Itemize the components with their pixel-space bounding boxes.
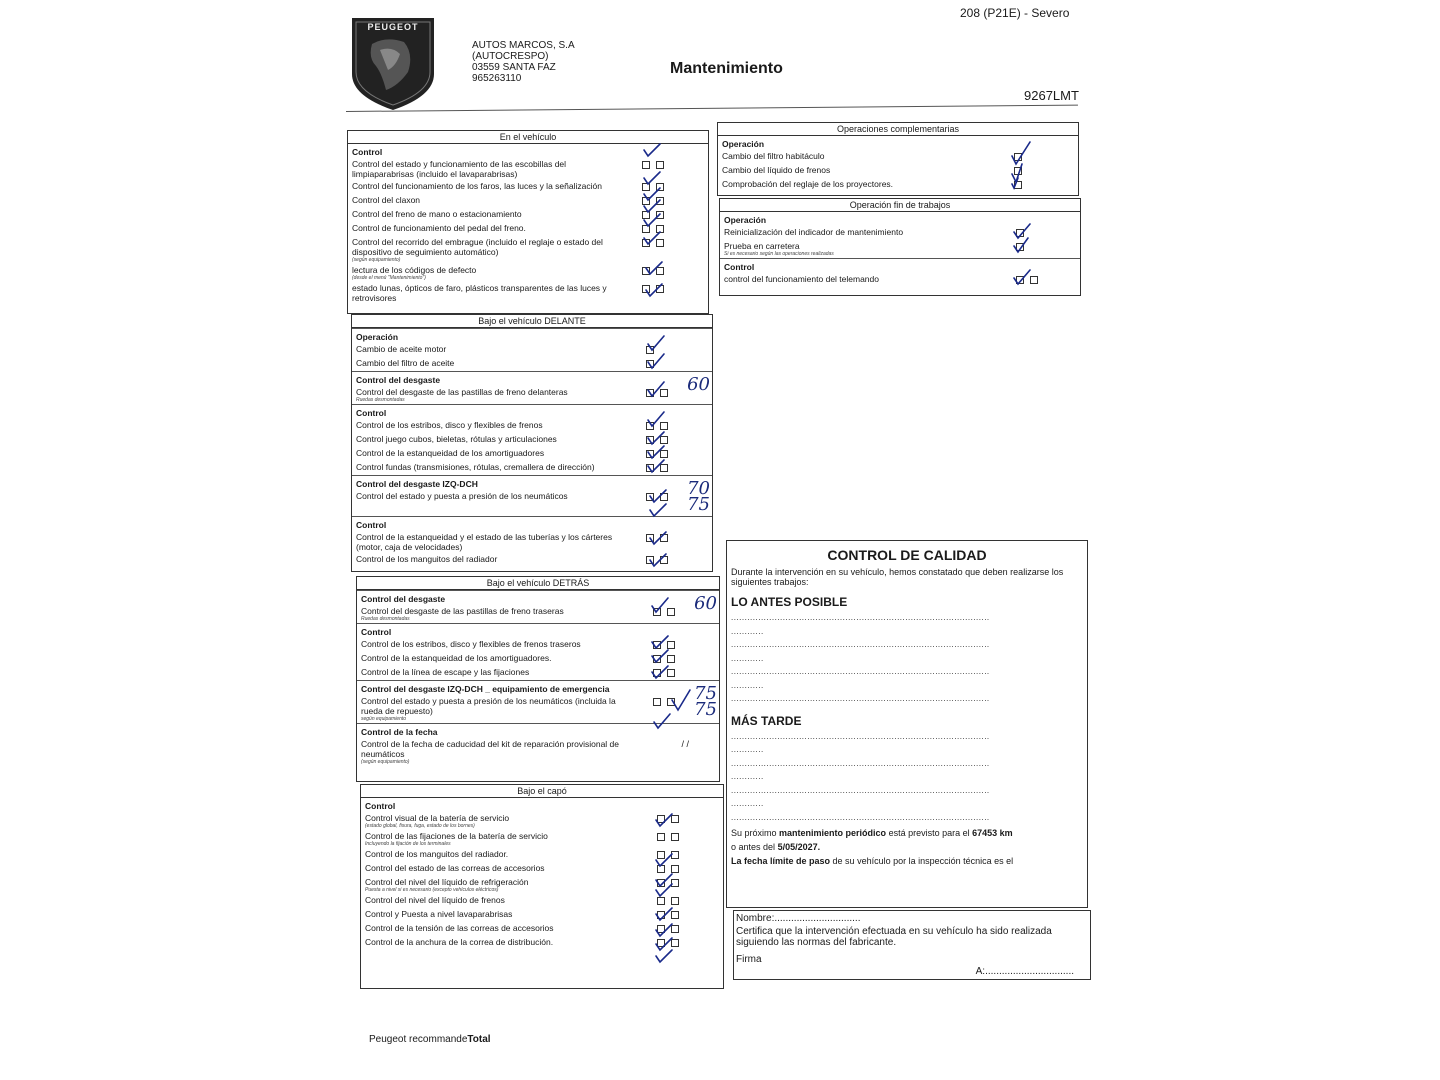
ok-checkbox[interactable] [657, 911, 665, 919]
certification-text: Certifica que la intervención efectuada en su vehículo ha sido realizada siguiendo las normas del fabricante. [736, 926, 1052, 948]
check-row: Control de los estribos, disco y flexibles de frenos traseros [357, 638, 719, 652]
check-row: Cambio de aceite motor [352, 343, 712, 357]
ko-checkbox[interactable] [671, 925, 679, 933]
dealer-city: 03559 SANTA FAZ [472, 62, 556, 73]
ko-checkbox[interactable] [656, 161, 664, 169]
ok-checkbox[interactable] [653, 669, 661, 677]
ok-checkbox[interactable] [657, 833, 665, 841]
next-service-km: 67453 km [972, 828, 1013, 838]
check-row: Control de la estanqueidad y el estado de las tuberías y los cárteres (motor, caja de velocidades) [352, 531, 712, 553]
section-complementarias [717, 122, 1079, 196]
check-row: Reinicialización del indicador de mantenimiento [720, 226, 1080, 240]
ko-checkbox[interactable] [656, 197, 664, 205]
check-row: Control de la estanqueidad de los amortiguadores [352, 447, 712, 461]
later-lines[interactable]: ............................................................................................... ............ ............................................................................................... ............ ............................................................................................... ............ ............................................................................................... [731, 731, 990, 822]
wear-percent: 60 [687, 374, 710, 395]
group-label: Operación [724, 215, 767, 225]
ko-checkbox[interactable] [656, 211, 664, 219]
check-row: Prueba en carretera Si es necesario según las operaciones realizadas [720, 240, 1080, 258]
dealer-address [472, 40, 575, 84]
group-operacion [352, 328, 712, 371]
ko-checkbox[interactable] [656, 239, 664, 247]
group-label: Control [356, 408, 387, 418]
ok-checkbox[interactable] [1016, 276, 1024, 284]
ok-checkbox[interactable] [646, 534, 654, 542]
group-control [720, 258, 1080, 287]
ok-checkbox[interactable] [646, 389, 654, 397]
section-capo [360, 784, 724, 989]
ko-checkbox[interactable] [671, 833, 679, 841]
check-row: Control del nivel del líquido de refrigeración Puesta a nivel si es necesario (excepto vehículos eléctricos) [361, 876, 723, 894]
check-row: estado lunas, ópticos de faro, plásticos transparentes de las luces y retrovisores [348, 282, 708, 304]
check-row: Control del estado y funcionamiento de las escobillas del limpiaparabrisas (incluido el lavaparabrisas) [348, 158, 708, 180]
ko-checkbox[interactable] [667, 641, 675, 649]
wear-percent: 60 [694, 593, 717, 614]
ko-checkbox[interactable] [660, 422, 668, 430]
group-desgaste [357, 590, 719, 623]
ok-checkbox[interactable] [1016, 229, 1024, 237]
group-label: Operación [722, 139, 765, 149]
signature-label: Firma [736, 954, 762, 965]
check-row: Cambio del filtro habitáculo [718, 150, 1078, 164]
ok-checkbox[interactable] [1014, 153, 1022, 161]
ko-checkbox[interactable] [660, 493, 668, 501]
section-en-vehiculo [347, 130, 709, 314]
ko-checkbox[interactable] [660, 464, 668, 472]
quality-control-box [726, 540, 1088, 908]
ko-checkbox[interactable] [671, 911, 679, 919]
ko-checkbox[interactable] [656, 267, 664, 275]
ok-checkbox[interactable] [657, 865, 665, 873]
check-row: Control del funcionamiento de los faros, las luces y la señalización [348, 180, 708, 194]
group-control [352, 404, 712, 475]
group-label: Operación [356, 332, 399, 342]
ko-checkbox[interactable] [667, 608, 675, 616]
ok-checkbox[interactable] [646, 436, 654, 444]
tire-left-percent: 70 [687, 478, 710, 499]
section-detras [356, 576, 720, 782]
next-service-date: o antes del 5/05/2027. [731, 842, 821, 852]
check-row: control del funcionamiento del telemando [720, 273, 1080, 287]
dealer-phone: 965263110 [472, 73, 522, 84]
section-delante [351, 314, 713, 572]
quality-title: CONTROL DE CALIDAD [827, 547, 987, 563]
tire-left-percent: 75 [694, 683, 717, 704]
check-row: Control de la fecha de caducidad del kit de reparación provisional de neumáticos (según equipamiento) / / [361, 739, 689, 765]
ok-checkbox[interactable] [657, 851, 665, 859]
section-title: Bajo el capó [361, 785, 723, 798]
check-row: Control del estado y puesta a presión de los neumáticos 70 75 [356, 478, 710, 515]
check-row: Control de la tensión de las correas de accesorios [361, 922, 723, 936]
signature-box [733, 910, 1091, 980]
check-row: Control del estado y puesta a presión de los neumáticos (incluida la rueda de repuesto) según equipamiento 75 75 [361, 683, 717, 722]
ko-checkbox[interactable] [660, 450, 668, 458]
asap-heading: LO ANTES POSIBLE [731, 595, 848, 609]
ok-checkbox[interactable] [642, 285, 650, 293]
itv-deadline: La fecha límite de paso de su vehículo por la inspección técnica es el [731, 856, 1014, 866]
ok-checkbox[interactable] [642, 225, 650, 233]
ok-checkbox[interactable] [646, 360, 654, 368]
check-row: Control del freno de mano o estacionamiento [348, 208, 708, 222]
ko-checkbox[interactable] [671, 851, 679, 859]
ko-checkbox[interactable] [671, 939, 679, 947]
ok-checkbox[interactable] [653, 641, 661, 649]
group-label: Control [365, 801, 396, 811]
dealer-subname: (AUTOCRESPO) [472, 51, 549, 62]
group-label: Control [724, 262, 755, 272]
check-row: Control visual de la batería de servicio (estado global, fisura, fuga, estado de los bornes) [361, 812, 723, 830]
ok-checkbox[interactable] [646, 556, 654, 564]
ko-checkbox[interactable] [660, 534, 668, 542]
section-fin-trabajos [719, 198, 1081, 296]
group-desgaste-izq-dch [352, 475, 712, 516]
ko-checkbox[interactable] [656, 183, 664, 191]
ok-checkbox[interactable] [642, 239, 650, 247]
group-label: Control [356, 520, 387, 530]
next-service: Su próximo mantenimiento periódico está previsto para el 67453 km [731, 828, 1013, 838]
ko-checkbox[interactable] [660, 556, 668, 564]
section-title: En el vehículo [348, 131, 708, 144]
group-label: Control del desgaste IZQ-DCH [356, 479, 478, 489]
ok-checkbox[interactable] [657, 897, 665, 905]
group-control [357, 623, 719, 680]
peugeot-logo [348, 14, 438, 112]
ko-checkbox[interactable] [667, 698, 675, 706]
group-label: Control [352, 147, 383, 157]
check-row: Control de funcionamiento del pedal del freno. [348, 222, 708, 236]
ko-checkbox[interactable] [660, 436, 668, 444]
ko-checkbox[interactable] [656, 285, 664, 293]
ok-checkbox[interactable] [642, 183, 650, 191]
place-field[interactable]: A:................................ [975, 966, 1074, 977]
header-divider [346, 105, 1078, 112]
tire-right-percent: 75 [687, 494, 710, 515]
ok-checkbox[interactable] [642, 211, 650, 219]
group-desgaste-izq-dch [357, 680, 719, 723]
check-row: Control y Puesta a nivel lavaparabrisas [361, 908, 723, 922]
ok-checkbox[interactable] [657, 879, 665, 887]
ok-checkbox[interactable] [653, 698, 661, 706]
ok-checkbox[interactable] [653, 608, 661, 616]
check-row: Control juego cubos, bieletas, rótulas y articulaciones [352, 433, 712, 447]
ok-checkbox[interactable] [653, 655, 661, 663]
ko-checkbox[interactable] [1030, 276, 1038, 284]
ko-checkbox[interactable] [671, 879, 679, 887]
check-row: Control del nivel del líquido de frenos [361, 894, 723, 908]
ok-checkbox[interactable] [1014, 181, 1022, 189]
ko-checkbox[interactable] [660, 389, 668, 397]
quality-intro: Durante la intervención en su vehículo, hemos constatado que deben realizarse los siguientes trabajos: [731, 567, 1064, 587]
group-control-2 [352, 516, 712, 567]
ok-checkbox[interactable] [642, 197, 650, 205]
check-row: Control de la línea de escape y las fijaciones [357, 666, 719, 680]
check-row: Control de las fijaciones de la batería de servicio Incluyendo la fijación de los terminales [361, 830, 723, 848]
check-row: Control de los manguitos del radiador [352, 553, 712, 567]
expiry-date: / / [681, 739, 689, 749]
check-row: Control del recorrido del embrague (incluido el reglaje o estado del dispositivo de seguimiento automático) (según equipamiento) [348, 236, 708, 264]
ko-checkbox[interactable] [667, 655, 675, 663]
check-row: Control del desgaste de las pastillas de freno delanteras Ruedas desmontadas 60 [356, 374, 710, 403]
ok-checkbox[interactable] [657, 815, 665, 823]
ko-checkbox[interactable] [656, 225, 664, 233]
group-fecha [357, 723, 719, 766]
dealer-name: AUTOS MARCOS, S.A [472, 40, 575, 51]
group-label: Control de la fecha [361, 727, 438, 737]
tire-right-percent: 75 [694, 699, 717, 720]
group-label: Control del desgaste [361, 594, 446, 604]
brand-wordmark: PEUGEOT [367, 22, 419, 32]
check-row: Cambio del líquido de frenos [718, 164, 1078, 178]
group-label: Control del desgaste IZQ-DCH _ equipamiento de emergencia [361, 684, 610, 694]
ok-checkbox[interactable] [646, 464, 654, 472]
check-row: Control de los manguitos del radiador. [361, 848, 723, 862]
group-desgaste [352, 371, 712, 404]
ko-checkbox[interactable] [671, 865, 679, 873]
check-row: Cambio del filtro de aceite [352, 357, 712, 371]
ko-checkbox[interactable] [667, 669, 675, 677]
section-title: Bajo el vehículo DELANTE [352, 315, 712, 328]
check-row: Control de los estribos, disco y flexibles de frenos [352, 419, 712, 433]
license-plate: 9267LMT [1024, 88, 1079, 103]
check-row: Control del claxon [348, 194, 708, 208]
check-row: lectura de los códigos de defecto (desde el menú "Mantenimiento") [348, 264, 708, 282]
name-field[interactable]: Nombre:............................... [736, 913, 861, 924]
ok-checkbox[interactable] [646, 422, 654, 430]
asap-lines[interactable]: ............................................................................................... ............ ............................................................................................... ............ ............................................................................................... ............ ............................................................................................... [731, 613, 990, 703]
check-row: Comprobación del reglaje de los proyectores. [718, 178, 1078, 192]
page-title: Mantenimiento [670, 60, 783, 77]
ko-checkbox[interactable] [671, 815, 679, 823]
check-row: Control de la anchura de la correa de distribución. [361, 936, 723, 950]
ok-checkbox[interactable] [642, 161, 650, 169]
ok-checkbox[interactable] [1014, 167, 1022, 175]
vehicle-model: 208 (P21E) - Severo [960, 6, 1070, 20]
section-title: Bajo el vehículo DETRÁS [357, 577, 719, 590]
check-row: Control del desgaste de las pastillas de freno traseras Ruedas desmontadas 60 [361, 593, 717, 622]
group-label: Control [361, 627, 392, 637]
group-label: Control del desgaste [356, 375, 441, 385]
ok-checkbox[interactable] [646, 493, 654, 501]
ok-checkbox[interactable] [646, 346, 654, 354]
ok-checkbox[interactable] [1016, 243, 1024, 251]
ok-checkbox[interactable] [657, 939, 665, 947]
section-title: Operaciones complementarias [718, 123, 1078, 136]
ok-checkbox[interactable] [657, 925, 665, 933]
later-heading: MÁS TARDE [731, 713, 802, 728]
check-row: Control del estado de las correas de accesorios [361, 862, 723, 876]
ko-checkbox[interactable] [671, 897, 679, 905]
ok-checkbox[interactable] [646, 450, 654, 458]
footer: Peugeot recommandeTotal [369, 1034, 491, 1045]
ok-checkbox[interactable] [642, 267, 650, 275]
check-row: Control fundas (transmisiones, rótulas, cremallera de dirección) [352, 461, 712, 475]
section-title: Operación fin de trabajos [720, 199, 1080, 212]
check-row: Control de la estanqueidad de los amortiguadores. [357, 652, 719, 666]
